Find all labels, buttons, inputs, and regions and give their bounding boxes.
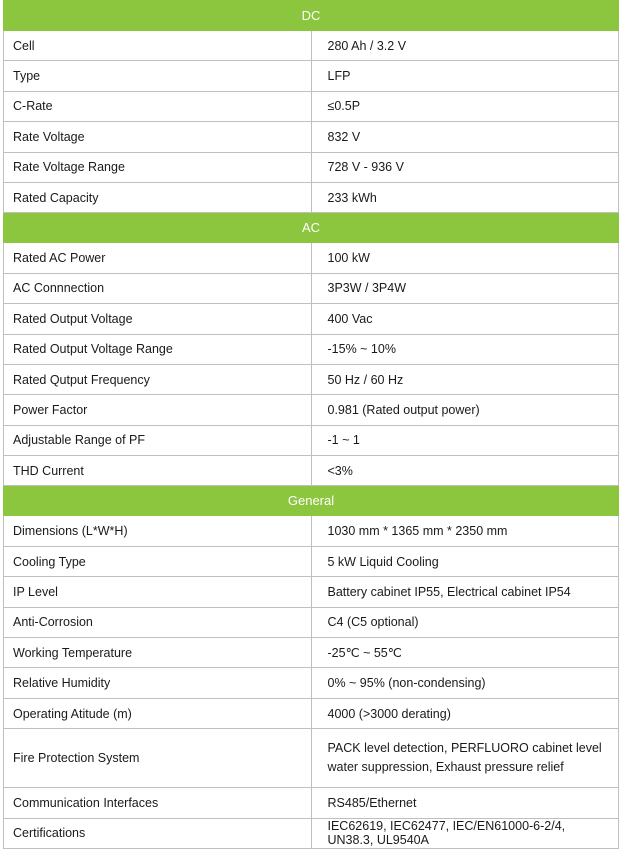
table-row xyxy=(4,425,619,455)
row-value: LFP xyxy=(311,61,619,91)
table-row xyxy=(4,516,619,546)
row-value: 233 kWh xyxy=(311,182,619,212)
row-label: C-Rate xyxy=(4,91,312,121)
table-row xyxy=(4,698,619,728)
row-value: PACK level detection, PERFLUORO cabinet level water suppression, Exhaust pressure relief xyxy=(311,729,619,788)
row-value: 728 V - 936 V xyxy=(311,152,619,182)
row-value: 280 Ah / 3.2 V xyxy=(311,31,619,61)
table-row xyxy=(4,91,619,121)
table-row xyxy=(4,456,619,486)
row-value: -1 ~ 1 xyxy=(311,425,619,455)
row-value: Battery cabinet IP55, Electrical cabinet IP54 xyxy=(311,577,619,607)
row-value: 1030 mm * 1365 mm * 2350 mm xyxy=(311,516,619,546)
row-label: Rated Output Voltage xyxy=(4,304,312,334)
row-value: 0.981 (Rated output power) xyxy=(311,395,619,425)
row-label: Communication Interfaces xyxy=(4,788,312,818)
row-value: -15% ~ 10% xyxy=(311,334,619,364)
table-row xyxy=(4,818,619,848)
row-label: Cooling Type xyxy=(4,546,312,576)
table-row xyxy=(4,334,619,364)
table-row xyxy=(4,152,619,182)
section-header-ac xyxy=(4,213,619,243)
row-value: <3% xyxy=(311,456,619,486)
section-title: DC xyxy=(4,1,619,31)
row-value: 3P3W / 3P4W xyxy=(311,273,619,303)
table-row xyxy=(4,638,619,668)
table-row xyxy=(4,273,619,303)
table-row xyxy=(4,122,619,152)
row-value: -25℃ ~ 55℃ xyxy=(311,638,619,668)
row-label: Adjustable Range of PF xyxy=(4,425,312,455)
section-title: General xyxy=(4,486,619,516)
row-value: 4000 (>3000 derating) xyxy=(311,698,619,728)
row-value: IEC62619, IEC62477, IEC/EN61000-6-2/4, UN38.3, UL9540A xyxy=(311,818,619,848)
row-label: Relative Humidity xyxy=(4,668,312,698)
table-row xyxy=(4,395,619,425)
row-label: Rated AC Power xyxy=(4,243,312,273)
row-label: Operating Atitude (m) xyxy=(4,698,312,728)
spec-table xyxy=(3,0,619,849)
row-value: 400 Vac xyxy=(311,304,619,334)
section-header-dc xyxy=(4,1,619,31)
row-value: 5 kW Liquid Cooling xyxy=(311,546,619,576)
row-label: Rate Voltage xyxy=(4,122,312,152)
section-title: AC xyxy=(4,213,619,243)
section-header-general xyxy=(4,486,619,516)
row-value: ≤0.5P xyxy=(311,91,619,121)
table-row xyxy=(4,364,619,394)
row-value: 50 Hz / 60 Hz xyxy=(311,364,619,394)
table-row xyxy=(4,577,619,607)
row-value: 832 V xyxy=(311,122,619,152)
row-label: Type xyxy=(4,61,312,91)
row-value: 0% ~ 95% (non-condensing) xyxy=(311,668,619,698)
table-row xyxy=(4,668,619,698)
row-label: Anti-Corrosion xyxy=(4,607,312,637)
row-value: C4 (C5 optional) xyxy=(311,607,619,637)
row-label: IP Level xyxy=(4,577,312,607)
table-row xyxy=(4,182,619,212)
row-label: Power Factor xyxy=(4,395,312,425)
row-value: RS485/Ethernet xyxy=(311,788,619,818)
table-row xyxy=(4,729,619,788)
row-label: Fire Protection System xyxy=(4,729,312,788)
row-label: Cell xyxy=(4,31,312,61)
table-row xyxy=(4,607,619,637)
row-label: THD Current xyxy=(4,456,312,486)
row-value: 100 kW xyxy=(311,243,619,273)
table-row xyxy=(4,243,619,273)
row-label: Rated Output Voltage Range xyxy=(4,334,312,364)
row-label: Rated Capacity xyxy=(4,182,312,212)
row-label: Dimensions (L*W*H) xyxy=(4,516,312,546)
row-label: Working Temperature xyxy=(4,638,312,668)
table-row xyxy=(4,31,619,61)
row-label: AC Connnection xyxy=(4,273,312,303)
row-label: Rated Qutput Frequency xyxy=(4,364,312,394)
row-label: Rate Voltage Range xyxy=(4,152,312,182)
row-label: Certifications xyxy=(4,818,312,848)
table-row xyxy=(4,546,619,576)
table-row xyxy=(4,304,619,334)
table-row xyxy=(4,788,619,818)
table-row xyxy=(4,61,619,91)
